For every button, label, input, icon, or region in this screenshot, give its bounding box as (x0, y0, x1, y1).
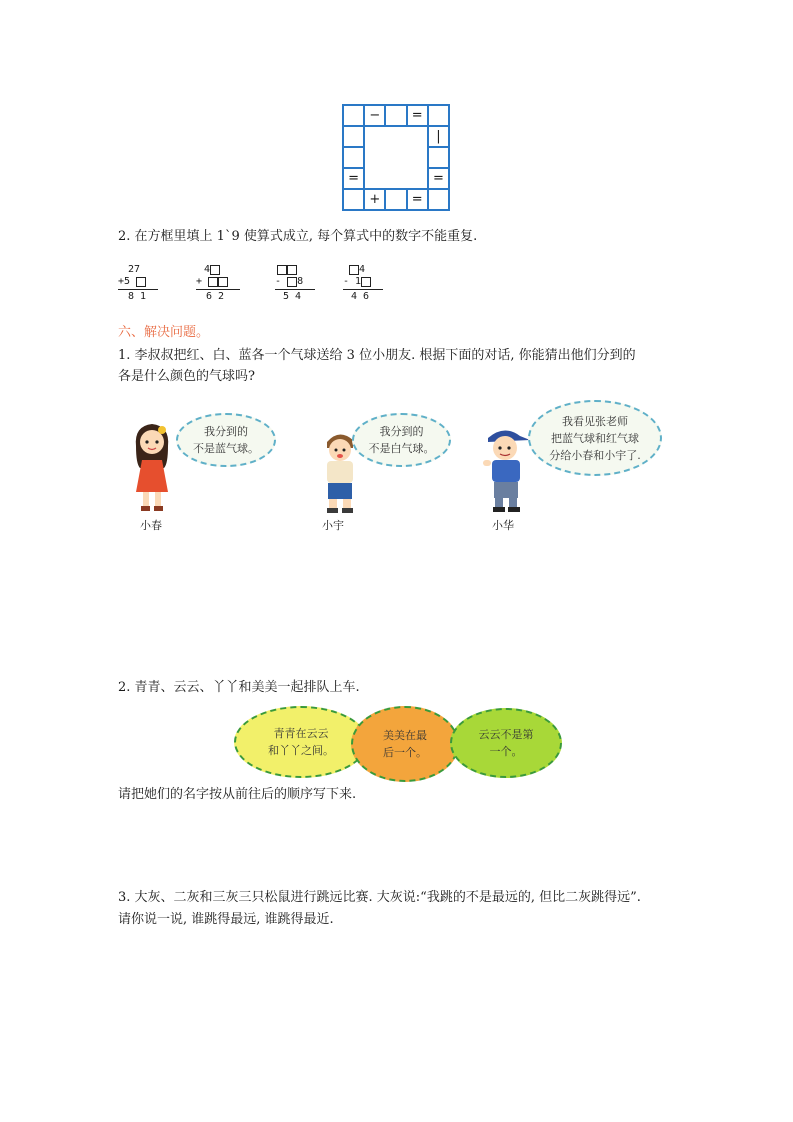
calc-line (196, 289, 240, 290)
grid-cell[interactable] (428, 189, 449, 210)
calc-line (118, 289, 158, 290)
bubble-line: 不是蓝气球。 (193, 442, 259, 455)
problem-1-line-1: 1. 李叔叔把红、白、蓝各一个气球送给 3 位小朋友. 根据下面的对话, 你能猜出他们分到的 (118, 348, 636, 363)
number-grid-puzzle (342, 104, 450, 211)
problem-1-line-2: 各是什么颜色的气球吗? (118, 369, 255, 384)
vertical-calc-4 (343, 264, 383, 303)
oval-line: 和丫丫之间。 (268, 744, 334, 757)
bubble-line: 我分到的 (379, 425, 424, 438)
grid-cell[interactable] (343, 126, 364, 147)
grid-cell[interactable] (428, 147, 449, 168)
child-name: 小华 (492, 519, 514, 532)
grid-cell[interactable]: + (364, 189, 385, 210)
problem-2-line-1: 2. 青青、云云、丫丫和美美一起排队上车. (118, 680, 360, 695)
calc-result: 5 4 (283, 291, 302, 302)
section-title: 六、解决问题。 (118, 325, 210, 340)
bubble-line: 我看见张老师 (562, 414, 628, 428)
grid-cell[interactable] (343, 189, 364, 210)
vertical-calc-2 (196, 264, 240, 303)
oval-line: 青青在云云 (273, 727, 329, 740)
grid-cell[interactable] (343, 147, 364, 168)
grid-cell[interactable] (385, 105, 406, 126)
problem-3-line-2: 请你说一说, 谁跳得最远, 谁跳得最近. (118, 912, 334, 927)
calc-result: 4 6 (351, 291, 370, 302)
problem-3-line-1: 3. 大灰、二灰和三灰三只松鼠进行跳远比赛. 大灰说:“我跳的不是最远的, 但比二灰跳得远”. (118, 890, 641, 905)
girl-figure-icon (128, 420, 176, 516)
grid-cell[interactable] (428, 105, 449, 126)
grid-cell[interactable]: = (407, 105, 428, 126)
oval-line: 一个。 (489, 745, 523, 758)
speech-bubble (176, 413, 276, 467)
calc-operator: +5 (118, 276, 131, 287)
oval-line: 云云不是第 (478, 728, 534, 741)
calc-operator: - 1 (343, 276, 362, 287)
answer-box[interactable] (287, 265, 297, 275)
answer-box[interactable] (277, 265, 287, 275)
hint-oval (351, 706, 459, 782)
oval-line: 美美在最 (383, 729, 427, 742)
grid-cell[interactable]: = (407, 189, 428, 210)
child-name: 小宇 (322, 519, 344, 532)
question-2-text: 2. 在方框里填上 1`9 使算式成立, 每个算式中的数字不能重复. (118, 229, 478, 244)
bubble-line: 不是白气球。 (368, 442, 435, 455)
vertical-calc-1 (118, 264, 158, 303)
grid-center-blank (364, 126, 428, 189)
bubble-line: 分给小春和小宇了. (549, 448, 641, 462)
calc-result: 6 2 (206, 291, 225, 302)
answer-box[interactable] (218, 277, 228, 287)
calc-operator: - (275, 276, 282, 287)
calc-operator: + (196, 276, 203, 287)
answer-box[interactable] (349, 265, 359, 275)
calc-digit: 8 (297, 276, 304, 287)
grid-cell[interactable]: = (428, 168, 449, 189)
oval-line: 后一个。 (383, 746, 427, 759)
boy-with-cap-icon (478, 422, 534, 514)
grid-cell[interactable]: = (343, 168, 364, 189)
grid-cell[interactable] (343, 105, 364, 126)
answer-box[interactable] (136, 277, 146, 287)
answer-box[interactable] (210, 265, 220, 275)
answer-box[interactable] (361, 277, 371, 287)
calc-top: 4 (204, 264, 211, 275)
answer-box[interactable] (287, 277, 297, 287)
bubble-line: 我分到的 (204, 425, 248, 438)
hint-oval (450, 708, 562, 778)
calc-line (275, 289, 315, 290)
calc-result: 8 1 (128, 291, 147, 302)
bubble-line: 把蓝气球和红气球 (551, 431, 639, 445)
calc-line (343, 289, 383, 290)
child-name: 小春 (140, 519, 162, 532)
calc-top: 27 (128, 264, 141, 275)
grid-cell[interactable] (385, 189, 406, 210)
calc-top: 4 (359, 264, 366, 275)
speech-bubble (352, 413, 451, 467)
grid-cell[interactable]: | (428, 126, 449, 147)
hint-oval (234, 706, 368, 778)
speech-bubble (528, 400, 662, 476)
problem-2-line-2: 请把她们的名字按从前往后的顺序写下来. (118, 787, 357, 802)
grid-cell[interactable]: − (364, 105, 385, 126)
answer-box[interactable] (208, 277, 218, 287)
vertical-calc-3 (275, 264, 315, 303)
